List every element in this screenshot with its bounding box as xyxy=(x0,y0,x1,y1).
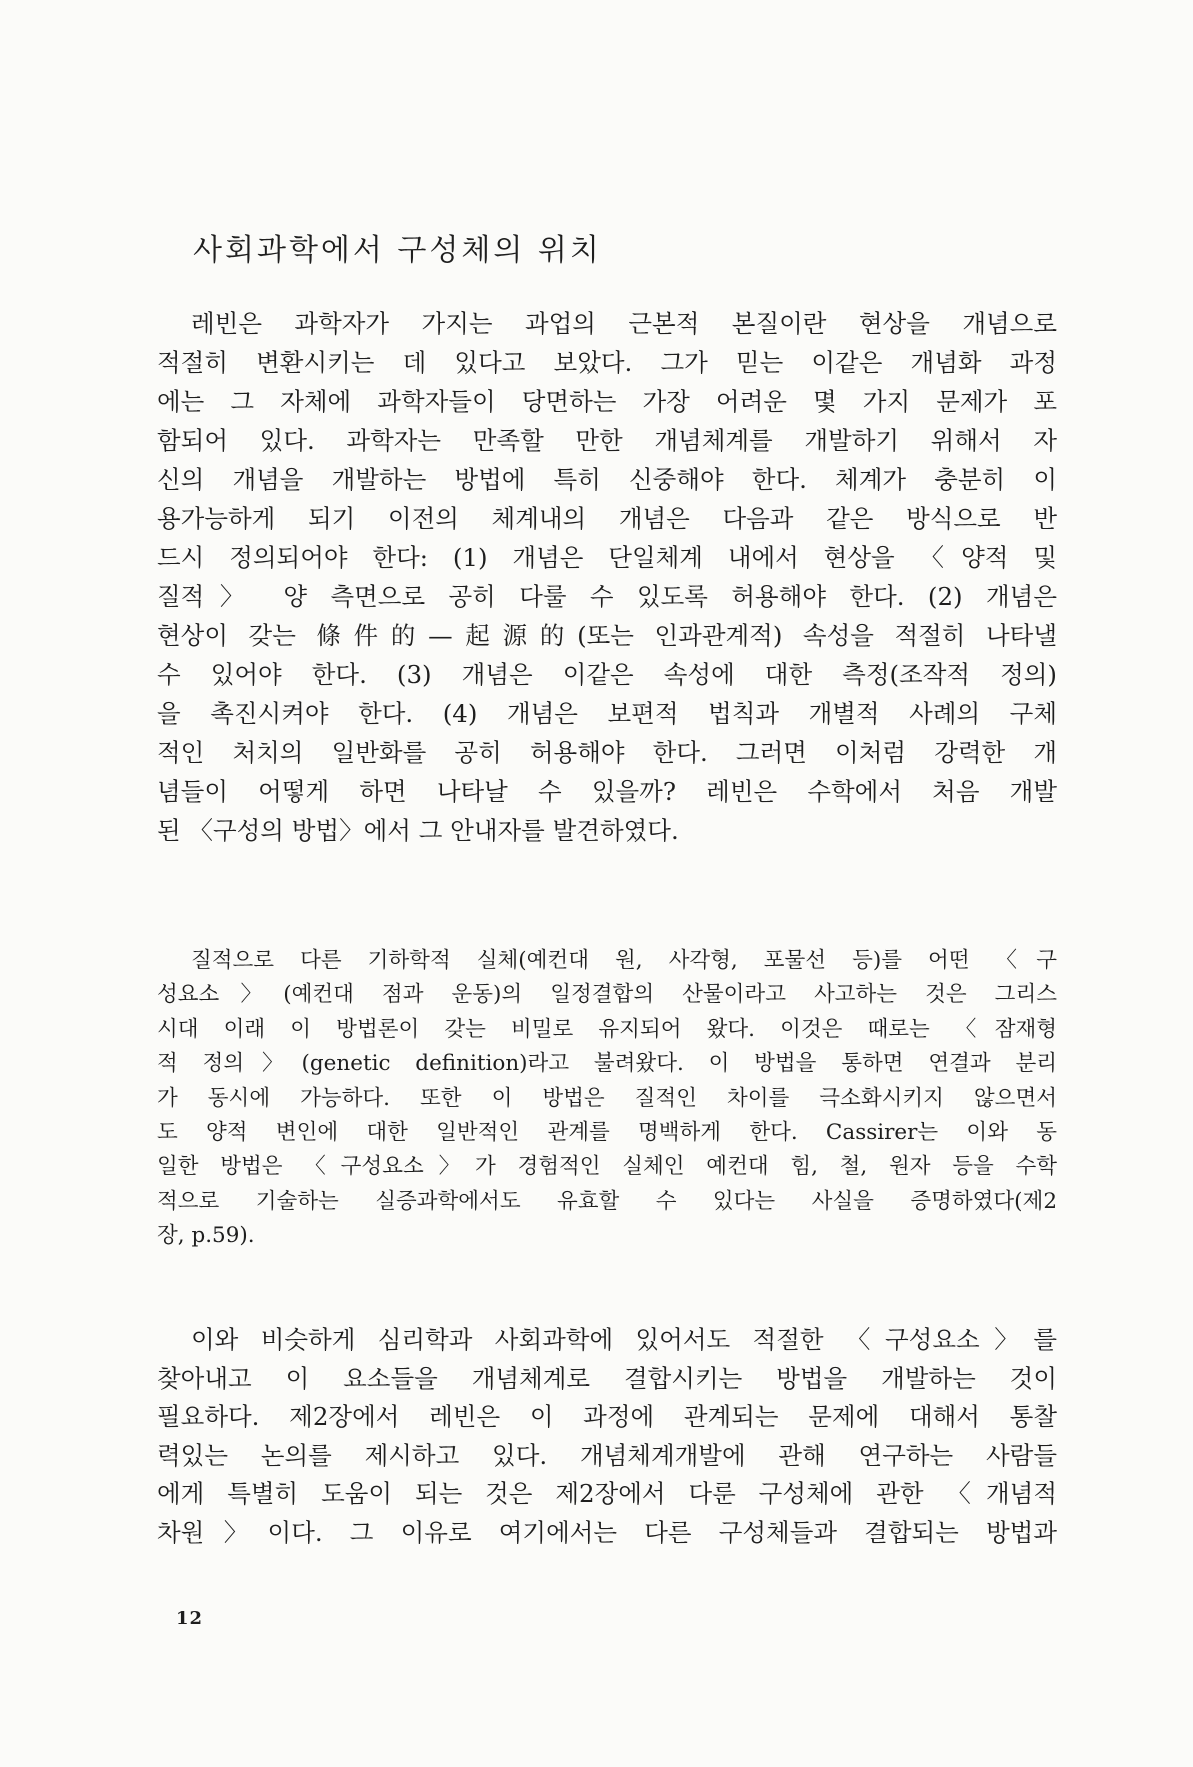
text-line: 이와 비슷하게 심리학과 사회과학에 있어서도 적절한 〈구성요소〉를 xyxy=(191,1325,1057,1354)
text-line: 함되어 있다. 과학자는 만족할 만한 개념체계를 개발하기 위해서 자 xyxy=(157,426,1057,455)
paragraph-2 xyxy=(157,944,1057,1254)
text-line: 용가능하게 되기 이전의 체계내의 개념은 다음과 같은 방식으로 반 xyxy=(157,504,1057,533)
text-line: 레빈은 과학자가 가지는 과업의 근본적 본질이란 현상을 개념으로 xyxy=(191,309,1057,338)
text-line: 에게 특별히 도움이 되는 것은 제2장에서 다룬 구성체에 관한 〈개념적 xyxy=(157,1479,1057,1508)
text-line: 에는 그 자체에 과학자들이 당면하는 가장 어려운 몇 가지 문제가 포 xyxy=(157,387,1057,416)
text-line: 적절히 변환시키는 데 있다고 보았다. 그가 믿는 이같은 개념화 과정 xyxy=(157,348,1057,377)
section-heading: 사회과학에서 구성체의 위치 xyxy=(193,233,602,268)
text-line: 력있는 논의를 제시하고 있다. 개념체계개발에 관해 연구하는 사람들 xyxy=(157,1440,1057,1470)
text-line: 신의 개념을 개발하는 방법에 특히 신중해야 한다. 체계가 충분히 이 xyxy=(157,465,1057,494)
text-line: 현상이 갖는 條件的—起源的(또는 인과관계적) 속성을 적절히 나타낼 xyxy=(157,621,1057,650)
text-line: 시대 이래 이 방법론이 갖는 비밀로 유지되어 왔다. 이것은 때로는 〈잠재형 xyxy=(157,1016,1057,1042)
text-line: 성요소〉(예컨대 점과 운동)의 일정결합의 산물이라고 사고하는 것은 그리스 xyxy=(157,982,1057,1008)
paragraph-1 xyxy=(157,304,1057,850)
paragraph-3 xyxy=(157,1321,1057,1552)
text-line: 드시 정의되어야 한다: (1) 개념은 단일체계 내에서 현상을 〈양적 및 xyxy=(157,543,1057,572)
text-line: 필요하다. 제2장에서 레빈은 이 과정에 관계되는 문제에 대해서 통찰 xyxy=(157,1402,1057,1431)
text-line: 념들이 어떻게 하면 나타날 수 있을까? 레빈은 수학에서 처음 개발 xyxy=(157,777,1057,806)
text-line: 일한 방법은 〈구성요소〉가 경험적인 실체인 예컨대 힘, 철, 원자 등을 수학 xyxy=(157,1154,1057,1180)
text-line: 질적으로 다른 기하학적 실체(예컨대 원, 사각형, 포물선 등)를 어떤 〈구 xyxy=(191,948,1057,973)
text-line: 질적〉 양 측면으로 공히 다룰 수 있도록 허용해야 한다. (2) 개념은 xyxy=(157,582,1057,611)
text-line: 된 〈구성의 방법〉에서 그 안내자를 발견하였다. xyxy=(157,816,679,845)
page-number: 12 xyxy=(176,1608,204,1629)
text-line: 가 동시에 가능하다. 또한 이 방법은 질적인 차이를 극소화시키지 않으면서 xyxy=(157,1085,1057,1111)
text-line: 을 촉진시켜야 한다. (4) 개념은 보편적 법칙과 개별적 사례의 구체 xyxy=(157,699,1057,728)
text-line: 차원〉이다. 그 이유로 여기에서는 다른 구성체들과 결합되는 방법과 xyxy=(157,1517,1057,1547)
text-line: 장, p.59). xyxy=(157,1223,255,1249)
text-line: 찾아내고 이 요소들을 개념체계로 결합시키는 방법을 개발하는 것이 xyxy=(157,1363,1057,1393)
text-line: 적 정의〉(genetic definition)라고 불려왔다. 이 방법을 통하면 연결과 분리 xyxy=(157,1051,1057,1077)
text-line: 수 있어야 한다. (3) 개념은 이같은 속성에 대한 측정(조작적 정의) xyxy=(157,660,1057,689)
text-line: 적인 처치의 일반화를 공히 허용해야 한다. 그러면 이처럼 강력한 개 xyxy=(157,738,1057,767)
text-line: 적으로 기술하는 실증과학에서도 유효할 수 있다는 사실을 증명하였다(제2 xyxy=(157,1188,1057,1214)
text-line: 도 양적 변인에 대한 일반적인 관계를 명백하게 한다. Cassirer는 이와 동 xyxy=(157,1120,1057,1146)
